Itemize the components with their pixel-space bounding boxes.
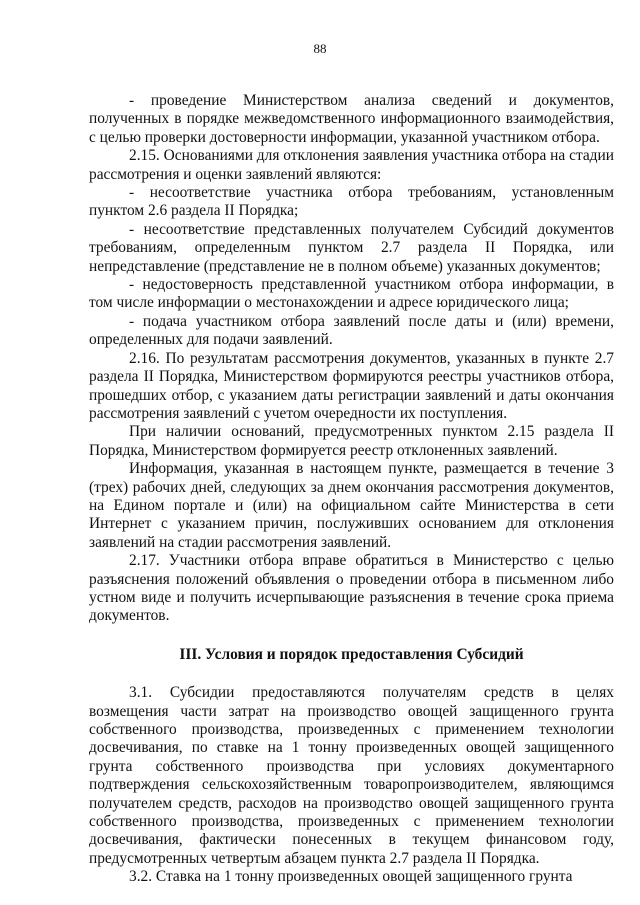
document-body [89, 92, 614, 887]
paragraph: - подача участником отбора заявлений после даты и (или) времени, определенных для подачи заявлений. [89, 312, 614, 349]
paragraph: 3.2. Ставка на 1 тонну произведенных овощей защищенного грунта [129, 868, 573, 886]
paragraph: - несоответствие представленных получателем Субсидий документов требованиям, определенным пунктом 2.7 раздела II Порядка, или непредставление (представление не в полном объеме) указанных документов; [89, 220, 614, 275]
paragraph: - проведение Министерством анализа сведений и документов, полученных в порядке межведомственного информационного взаимодействия, с целью проверки достоверности информации, указанной участником отбора. [89, 92, 614, 146]
paragraph: 2.17. Участники отбора вправе обратиться в Министерство с целью разъяснения положений объявления о проведении отбора в письменном либо устном виде и получить исчерпывающие разъяснения в течение срока приема документов. [89, 552, 614, 625]
paragraph: При наличии оснований, предусмотренных пунктом 2.15 раздела II Порядка, Министерством формируется реестр отклоненных заявлений. [89, 423, 614, 459]
paragraph: Информация, указанная в настоящем пункте, размещается в течение 3 (трех) рабочих дней, следующих за днем окончания рассмотрения документов, на Едином портале и (или) на официальном сайте Министерства в сети Интернет с указанием причин, послуживших основанием для отклонения заявлений на стадии рассмотрения заявлений. [89, 460, 614, 551]
paragraph: - несоответствие участника отбора требованиям, установленным пунктом 2.6 раздела II Порядка; [89, 184, 614, 220]
section-heading: III. Условия и порядок предоставления Субсидий [179, 645, 524, 663]
paragraph: - недостоверность представленной участником отбора информации, в том числе информации о местонахождении и адресе юридического лица; [89, 276, 614, 312]
paragraph: 3.1. Субсидии предоставляются получателям средств в целях возмещения части затрат на производство овощей защищенного грунта собственного производства, произведенных с применением технологии досвечивания, по ставке на 1 тонну произведенных овощей защищенного грунта собственного производства при условиях документарного подтверждения сельскохозяйственным товаропроизводителем, являющимся получателем средств, расходов на производство овощей защищенного грунта собственного производства, произведенных с применением технологии досвечивания, фактически понесенных в текущем финансовом году, предусмотренных четвертым абзацем пункта 2.7 раздела II Порядка. [89, 684, 614, 867]
paragraph: 2.15. Основаниями для отклонения заявления участника отбора на стадии рассмотрения и оценки заявлений являются: [89, 147, 614, 183]
page-number: 88 [313, 41, 327, 56]
paragraph: 2.16. По результатам рассмотрения документов, указанных в пункте 2.7 раздела II Порядка, Министерством формируются реестры участников отбора, прошедших отбор, с указанием даты регистрации заявлений и даты окончания рассмотрения заявлений с учетом очередности их поступления. [89, 349, 614, 422]
